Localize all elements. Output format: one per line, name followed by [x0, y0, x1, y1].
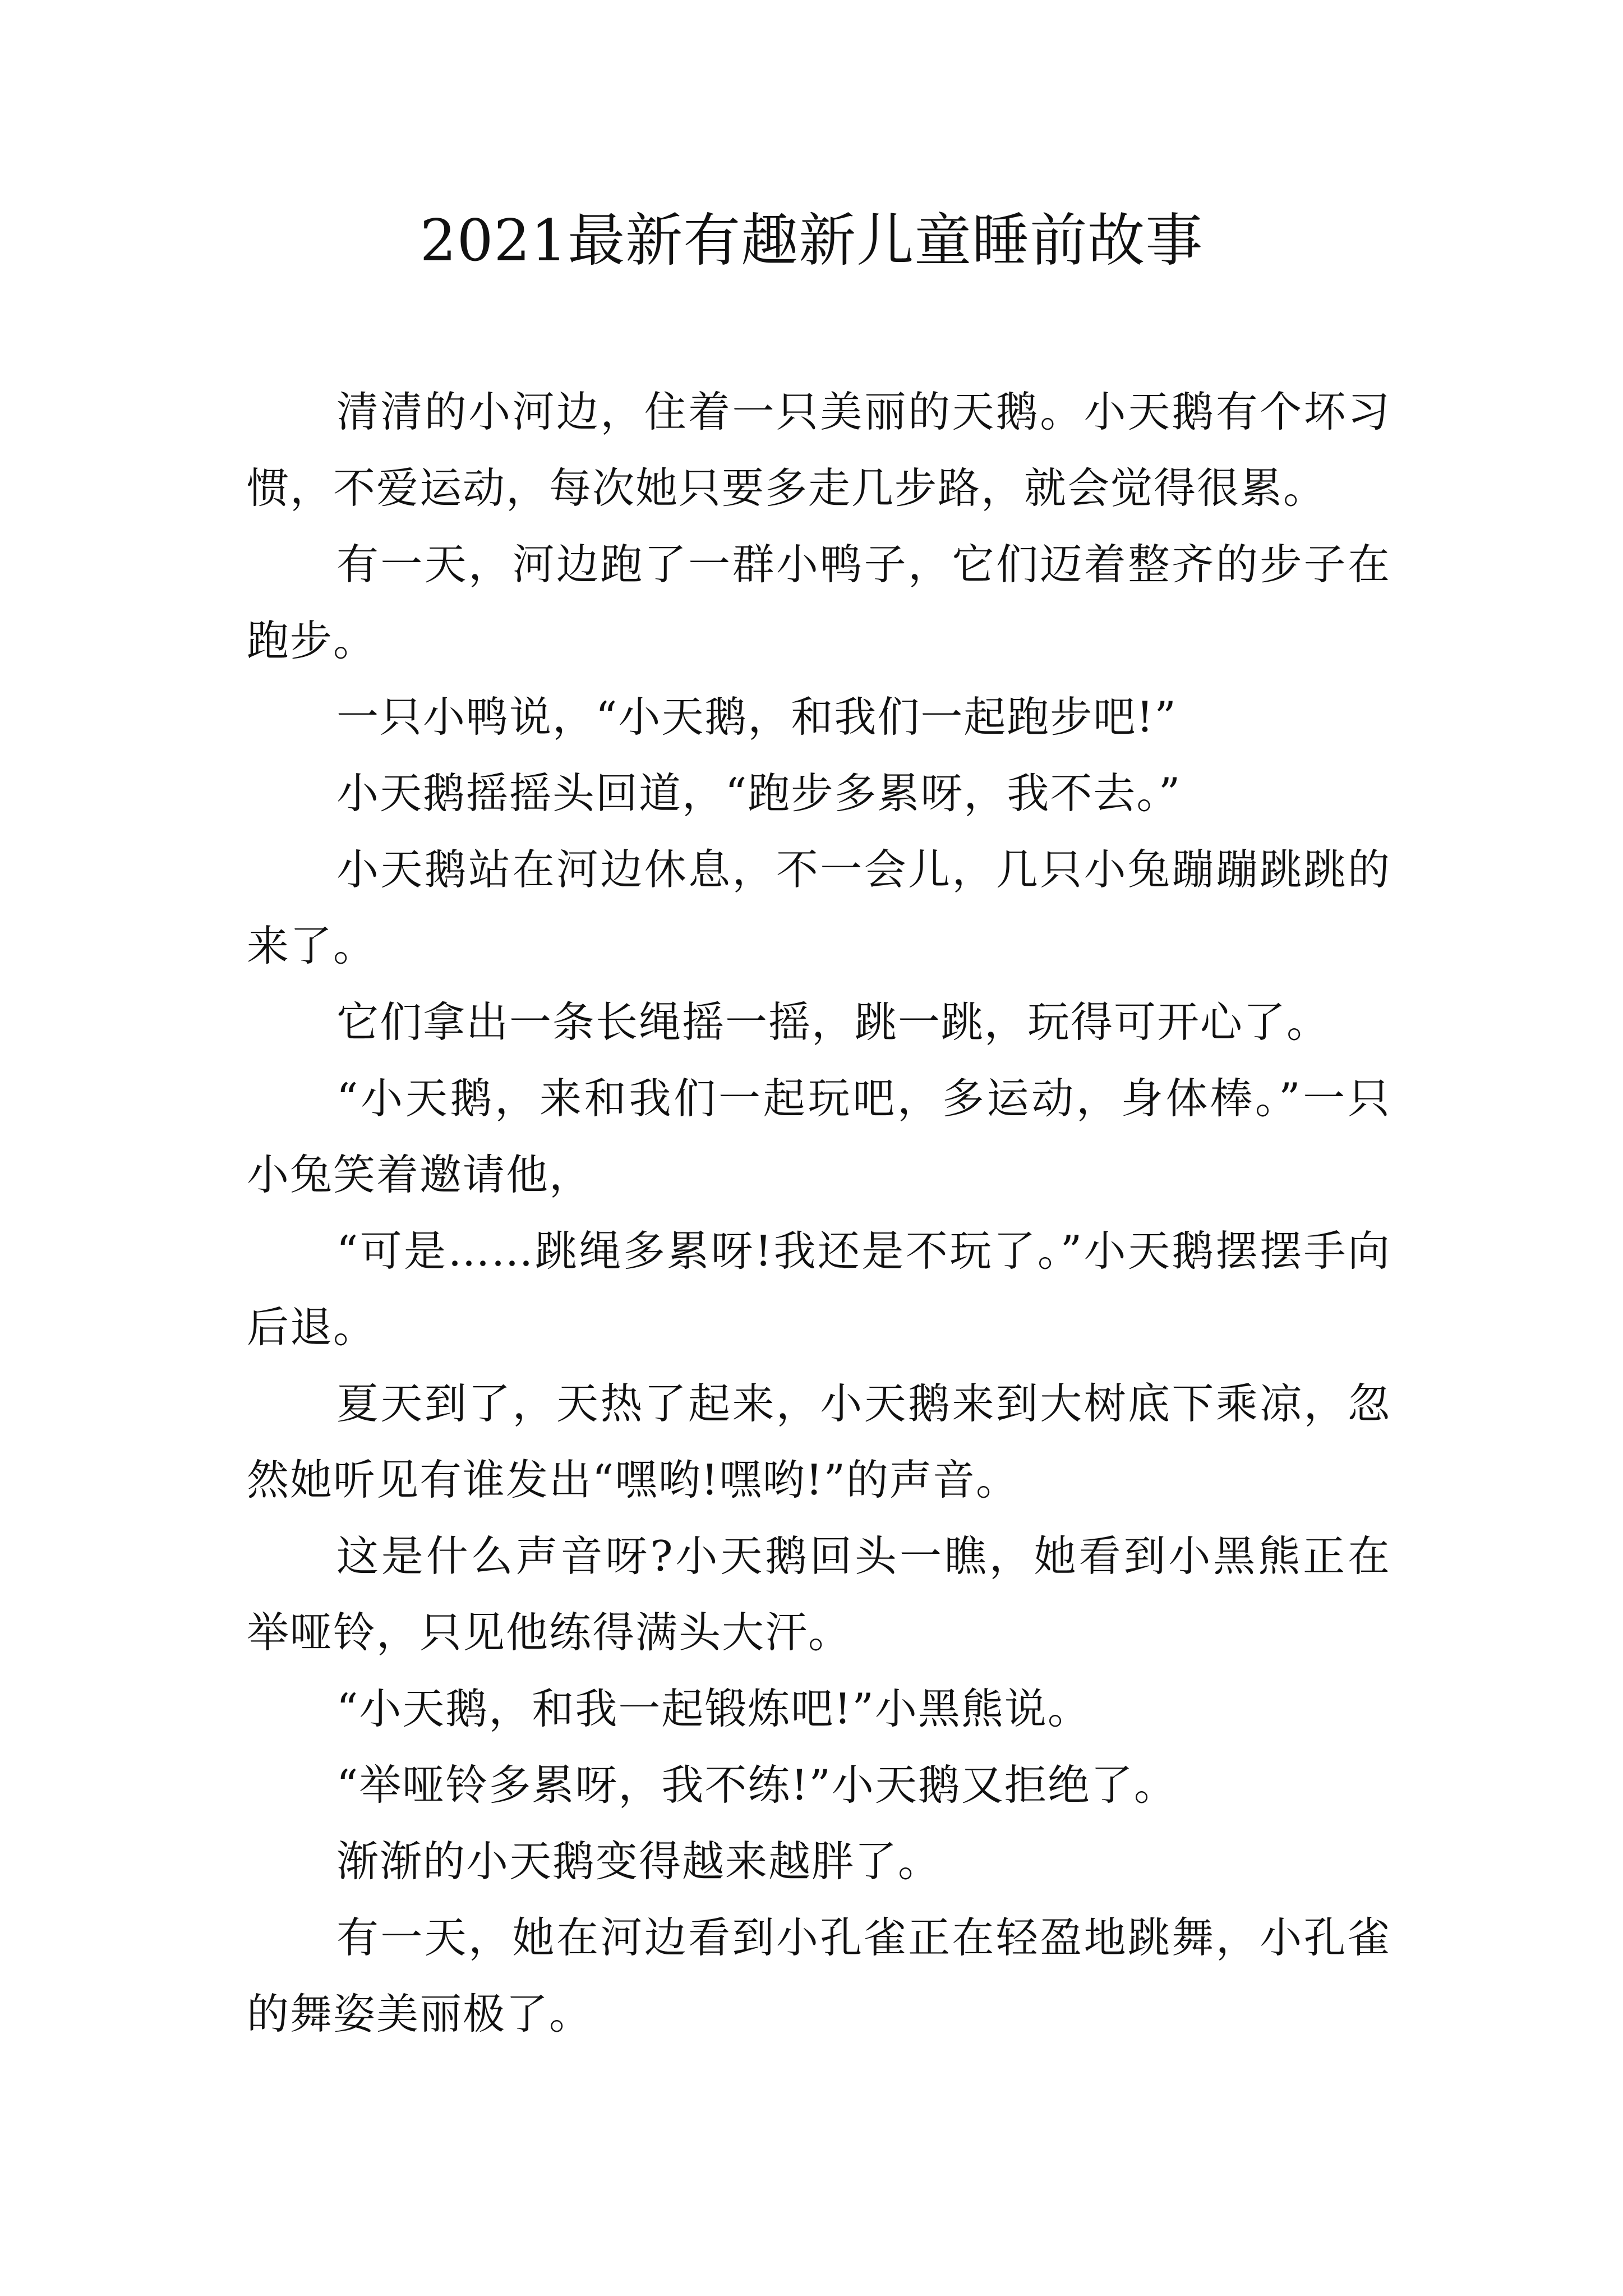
- paragraph: 有一天，河边跑了一群小鸭子，它们迈着整齐的步子在跑步。: [247, 540, 1391, 665]
- paragraph: 它们拿出一条长绳摇一摇，跳一跳，玩得可开心了。: [336, 997, 1330, 1047]
- paragraph: “举哑铃多累呀，我不练!”小天鹅又拒绝了。: [336, 1760, 1177, 1810]
- paragraph: “小天鹅，来和我们一起玩吧，多运动，身体棒。”一只小兔笑着邀请他，: [247, 1074, 1391, 1199]
- paragraph: 渐渐的小天鹅变得越来越胖了。: [336, 1837, 942, 1886]
- paragraph: 这是什么声音呀?小天鹅回头一瞧，她看到小黑熊正在举哑铃，只见他练得满头大汗。: [247, 1531, 1391, 1657]
- document-title: 2021最新有趣新儿童睡前故事: [419, 208, 1204, 274]
- paragraph: 一只小鸭说，“小天鹅，和我们一起跑步吧!”: [336, 692, 1177, 742]
- paragraph: “小天鹅，和我一起锻炼吧!”小黑熊说。: [336, 1684, 1091, 1733]
- paragraph: 小天鹅摇摇头回道，“跑步多累呀，我不去。”: [336, 769, 1182, 818]
- paragraph: 有一天，她在河边看到小孔雀正在轻盈地跳舞，小孔雀的舞姿美丽极了。: [247, 1913, 1391, 2039]
- paragraph: 夏天到了，天热了起来，小天鹅来到大树底下乘凉，忽然她听见有谁发出“嘿哟!嘿哟!”的声音。: [247, 1379, 1391, 1504]
- paragraph: 清清的小河边，住着一只美丽的天鹅。小天鹅有个坏习惯，不爱运动，每次她只要多走几步路，就会觉得很累。: [247, 387, 1391, 513]
- story-body: [247, 374, 1391, 2052]
- paragraph: 小天鹅站在河边休息，不一会儿，几只小兔蹦蹦跳跳的来了。: [247, 845, 1391, 970]
- paragraph: “可是……跳绳多累呀!我还是不玩了。”小天鹅摆摆手向后退。: [247, 1226, 1391, 1352]
